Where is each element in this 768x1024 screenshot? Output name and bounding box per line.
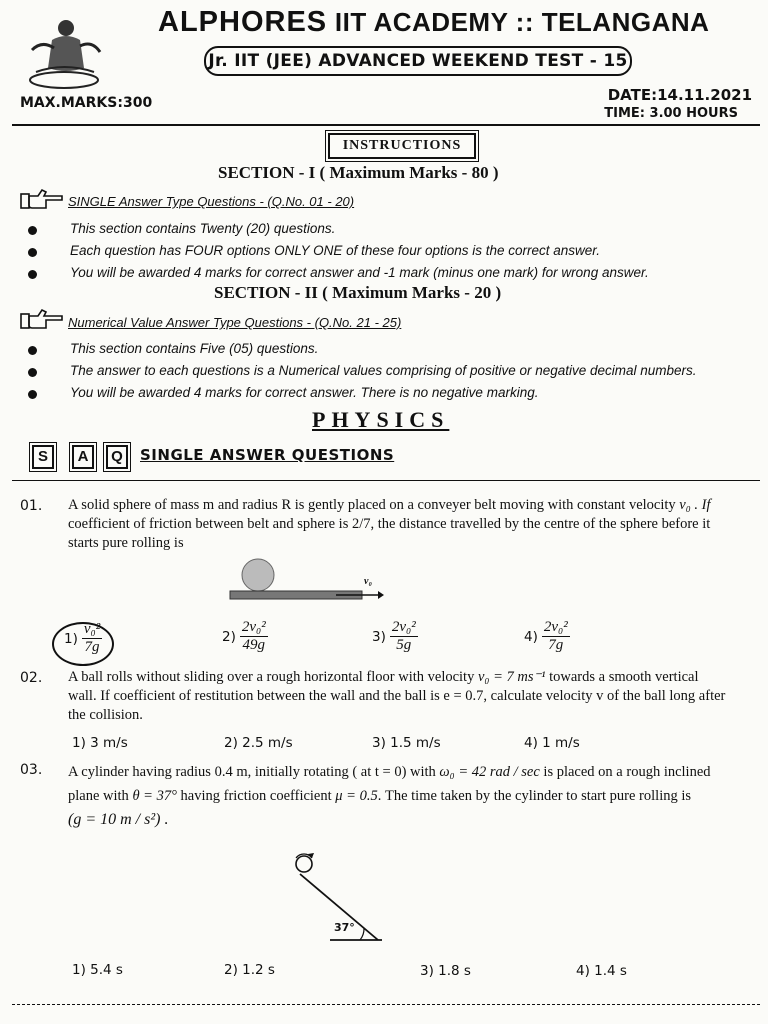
bullet-icon: [28, 226, 37, 235]
saq-letter-a: A: [72, 445, 94, 469]
saq-label: SINGLE ANSWER QUESTIONS: [140, 446, 395, 464]
question-number: 03.: [20, 762, 43, 778]
velocity-label: v₀: [364, 576, 372, 587]
question-2-text: A ball rolls without sliding over a rough horizontal floor with velocity v₀ = 7 ms⁻¹ towards a smooth vertical wall. If coefficient of restitution between the wall and the ball is e = 0.7, calculate velocity v of the ball long after the collision.: [68, 669, 726, 723]
option-1[interactable]: 1) 3 m/s: [72, 735, 128, 751]
saq-divider: [12, 480, 760, 481]
pointing-hand-icon: [20, 308, 64, 330]
option-4[interactable]: 4) $\frac{\text{2v₀²}}{7g}$: [524, 619, 568, 653]
max-marks: MAX.MARKS:300: [20, 95, 153, 111]
section-2-bullet-2: The answer to each questions is a Numerical values comprising of positive or negative decimal numbers.: [70, 363, 697, 378]
question-3-text: A cylinder having radius 0.4 m, initially rotating ( at t = 0) with ω₀ = 42 rad / sec is placed on a rough inclined plane with θ = 37° having friction coefficient μ = 0.5. The time taken by the cylinder to start pure rolling is (g = 10 m / s²) .: [68, 764, 711, 828]
saq-letter-q: Q: [106, 445, 128, 469]
angle-label: 37°: [334, 921, 355, 934]
option-3[interactable]: 3) 1.5 m/s: [372, 735, 441, 751]
option-2[interactable]: 2) $\frac{\text{2v₀²}}{49g}$: [222, 619, 266, 653]
question-number: 02.: [20, 670, 43, 686]
bullet-icon: [28, 346, 37, 355]
section-1-bullet-2: Each question has FOUR options ONLY ONE of these four options is the correct answer.: [70, 243, 601, 258]
bullet-icon: [28, 270, 37, 279]
section-2-bullet-3: You will be awarded 4 marks for correct answer. There is no negative marking.: [70, 385, 539, 400]
option-3[interactable]: 3) $\frac{\text{2v₀²}}{5g}$: [372, 619, 416, 653]
section-1-type-line: SINGLE Answer Type Questions - (Q.No. 01 - 20): [68, 194, 355, 209]
option-2[interactable]: 2) 2.5 m/s: [224, 735, 293, 751]
institute-title: ALPHORES IIT ACADEMY :: TELANGANA: [158, 6, 710, 38]
bullet-icon: [28, 390, 37, 399]
option-1[interactable]: 1) $\frac{\text{v₀²}}{7g}$: [64, 621, 101, 655]
exam-date: DATE:14.11.2021: [607, 86, 752, 104]
bullet-icon: [28, 368, 37, 377]
section-2-bullet-1: This section contains Five (05) questions.: [70, 341, 319, 356]
option-3[interactable]: 3) 1.8 s: [420, 963, 471, 979]
section-2-heading: SECTION - II ( Maximum Marks - 20 ): [214, 283, 502, 302]
instructions-label: INSTRUCTIONS: [328, 133, 476, 159]
option-4[interactable]: 4) 1 m/s: [524, 735, 580, 751]
option-1[interactable]: 1) 5.4 s: [72, 962, 123, 978]
option-4[interactable]: 4) 1.4 s: [576, 963, 627, 979]
subject-heading: PHYSICS: [312, 407, 450, 432]
header-divider: [12, 124, 760, 126]
inclined-plane-figure: [278, 852, 388, 944]
option-2[interactable]: 2) 1.2 s: [224, 962, 275, 978]
question-number: 01.: [20, 498, 43, 514]
section-2-type-line: Numerical Value Answer Type Questions - (Q.No. 21 - 25): [68, 315, 402, 330]
conveyor-belt-figure: [226, 555, 386, 605]
logo-emblem: [22, 10, 106, 92]
section-1-bullet-1: This section contains Twenty (20) questions.: [70, 221, 336, 236]
pointing-hand-icon: [20, 188, 64, 210]
exam-time: TIME: 3.00 HOURS: [604, 106, 738, 121]
bullet-icon: [28, 248, 37, 257]
test-name: Jr. IIT (JEE) ADVANCED WEEKEND TEST - 15: [204, 46, 632, 76]
saq-letter-s: S: [32, 445, 54, 469]
footer-divider: [12, 1004, 760, 1005]
section-1-heading: SECTION - I ( Maximum Marks - 80 ): [218, 163, 499, 182]
question-1-text: A solid sphere of mass m and radius R is gently placed on a conveyer belt moving with constant velocity v₀ . If coefficient of friction between belt and sphere is 2/7, the distance travelled by the centre of the sphere before it starts pure rolling is: [68, 497, 711, 551]
section-1-bullet-3: You will be awarded 4 marks for correct answer and -1 mark (minus one mark) for wrong answer.: [70, 265, 649, 280]
